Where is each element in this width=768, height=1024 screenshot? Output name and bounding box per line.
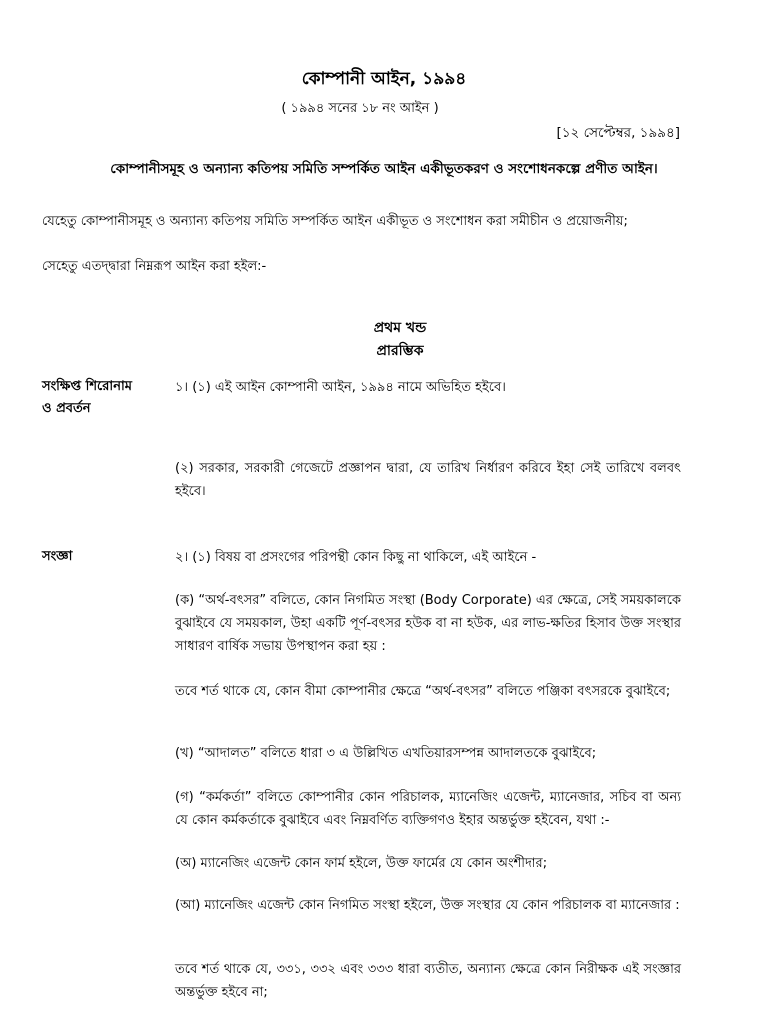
section1-margin-note — [42, 376, 132, 420]
subclause-aa: (আ) ম্যানেজিং এজেন্ট কোন নিগমিত সংস্থা হইলে, উক্ত সংস্থার যে কোন পরিচালক বা ম্যানেজার : — [175, 898, 680, 913]
margin-note-line: সংক্ষিপ্ত শিরোনাম — [42, 379, 132, 394]
proviso-ka: তবে শর্ত থাকে যে, কোন বীমা কোম্পানীর ক্ষেত্রে “অর্থ-বৎসর” বলিতে পঞ্জিকা বৎসরকে বুঝাইবে; — [175, 684, 671, 699]
section2-intro: ২। (১) বিষয় বা প্রসংগের পরিপন্থী কোন কিছু না থাকিলে, এই আইনে - — [175, 550, 537, 565]
margin-note-line: ও প্রবর্তন — [42, 401, 91, 416]
preamble-enactment: সেহেতু এতদ্দ্বারা নিম্নরূপ আইন করা হইল:- — [42, 259, 267, 274]
act-number: ( ১৯৯৪ সনের ১৮ নং আইন ) — [281, 101, 439, 116]
chapter-heading: প্রারম্ভিক — [376, 343, 424, 359]
proviso-ga: তবে শর্ত থাকে যে, ৩৩১, ৩৩২ এবং ৩৩৩ ধারা ব্যতীত, অন্যান্য ক্ষেত্রে কোন নিরীক্ষক এই সংজ্ঞার অন্তর্ভুক্ত হইবে না; — [175, 962, 681, 1000]
clause-ga: (গ) “কর্মকর্তা” বলিতে কোম্পানীর কোন পরিচালক, ম্যানেজিং এজেন্ট, ম্যানেজার, সচিব বা অন্য যে কোন কর্মকর্তাকে বুঝাইবে এবং নিম্নবর্ণিত ব্যক্তিগণও ইহার অন্তর্ভুক্ত হইবেন, যথা :- — [175, 790, 681, 828]
clause-ka: (ক) “অর্থ-বৎসর” বলিতে, কোন নিগমিত সংস্থা (Body Corporate) এর ক্ষেত্রে, সেই সময়কালকে বুঝাইবে যে সময়কাল, উহা একটি পূর্ণ-বৎসর হউক বা না হউক, এর লাভ-ক্ষতির হিসাব উক্ত সংস্থার সাধারণ বার্ষিক সভায় উপস্থাপন করা হয় : — [175, 593, 682, 654]
section1-subsection2: (২) সরকার, সরকারী গেজেটে প্রজ্ঞাপন দ্বারা, যে তারিখ নির্ধারণ করিবে ইহা সেই তারিখে বলবৎ হইবে। — [175, 461, 681, 499]
part-heading: প্রথম খন্ড — [373, 320, 427, 336]
section2-margin-note: সংজ্ঞা — [42, 549, 73, 564]
enactment-date: [১২ সেপ্টেম্বর, ১৯৯৪] — [556, 125, 680, 141]
long-title: কোম্পানীসমূহ ও অন্যান্য কতিপয় সমিতি সম্পর্কিত আইন একীভূতকরণ ও সংশোধনকল্পে প্রণীত আইন। — [110, 161, 658, 177]
preamble-whereas: যেহেতু কোম্পানীসমূহ ও অন্যান্য কতিপয় সমিতি সম্পর্কিত আইন একীভূত ও সংশোধন করা সমীচীন ও প্রয়োজনীয়; — [42, 214, 628, 229]
subclause-a: (অ) ম্যানেজিং এজেন্ট কোন ফার্ম হইলে, উক্ত ফার্মের যে কোন অংশীদার; — [175, 856, 548, 871]
section1-subsection1: ১। (১) এই আইন কোম্পানী আইন, ১৯৯৪ নামে অভিহিত হইবে। — [175, 380, 506, 395]
clause-kha: (খ) “আদালত” বলিতে ধারা ৩ এ উল্লিখিত এখতিয়ারসম্পন্ন আদালতকে বুঝাইবে; — [175, 746, 597, 761]
act-title: কোম্পানী আইন, ১৯৯৪ — [301, 69, 467, 89]
